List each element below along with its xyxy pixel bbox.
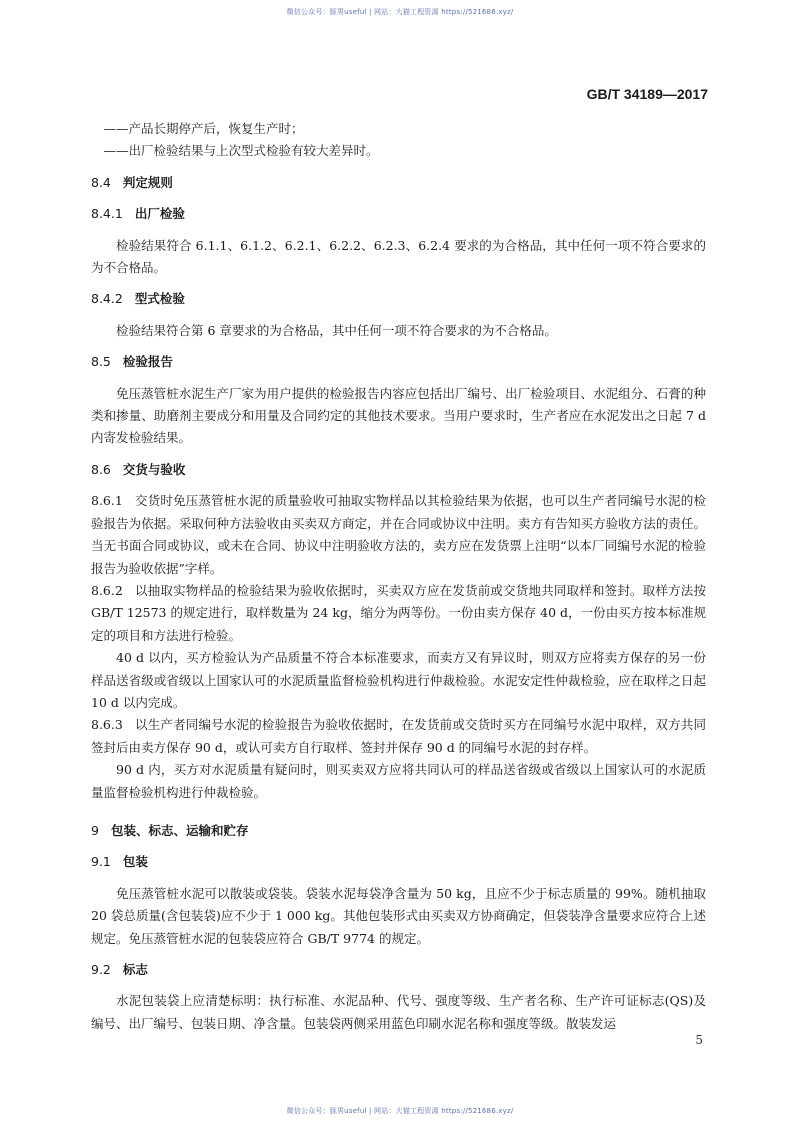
paragraph-9-1: 免压蒸管桩水泥可以散装或袋装。袋装水泥每袋净含量为 50 kg，且应不少于标志质量的 99%。随机抽取 20 袋总质量(含包装袋)应不少于 1 000 kg。其他包装形式由买卖双方协商确定，但袋装净含量要求应符合上述规定。免压蒸管桩水泥的包装袋应符合 GB/T 9774 的规定。 [91, 885, 706, 946]
section-heading-8-5 [91, 351, 706, 373]
clause-text: 以生产者同编号水泥的检验报告为验收依据时，在发货前或交货时买方在同编号水泥中取样，双方共同签封后由卖方保存 90 d，或认可卖方自行取样、签封并保存 90 d 的同编号水泥的封存样。 [91, 717, 706, 755]
section-heading-9-2 [91, 959, 706, 981]
clause-number: 8.6.3 [91, 717, 123, 733]
section-number: 8.4.2 [91, 291, 123, 307]
paragraph-9-2: 水泥包装袋上应清楚标明：执行标准、水泥品种、代号、强度等级、生产者名称、生产许可证标志(QS)及编号、出厂编号、包装日期、净含量。包装袋两侧采用蓝色印刷水泥名称和强度等级。散装发运 [91, 993, 706, 1031]
section-number: 8.4 [91, 174, 111, 190]
section-title: 交货与验收 [122, 461, 186, 477]
clause-number: 8.6.2 [91, 582, 123, 598]
section-heading-8-4-1 [91, 203, 706, 225]
section-heading-9 [91, 820, 706, 842]
section-heading-8-4 [91, 172, 706, 194]
section-number: 8.6 [91, 461, 111, 477]
clause-8-6-1 [91, 490, 706, 580]
section-title: 型式检验 [134, 291, 185, 307]
paragraph-8-6-3-continued: 90 d 内，买方对水泥质量有疑问时，则买卖双方应将共同认可的样品送省级或省级以上国家认可的水泥质量监督检验机构进行仲裁检验。 [91, 762, 706, 800]
dash-item-2: ——出厂检验结果与上次型式检验有较大差异时。 [103, 143, 379, 159]
standard-code: GB/T 34189—2017 [586, 86, 708, 102]
section-title: 包装、标志、运输和贮存 [110, 822, 249, 838]
section-title: 判定规则 [122, 174, 173, 190]
page-number: 5 [695, 1033, 703, 1047]
top-watermark: 微信公众号：豚男useful | 网站：大猫工程资源 https://521686.xyz/ [286, 8, 514, 16]
clause-number: 8.6.1 [91, 493, 123, 509]
section-title: 出厂检验 [134, 206, 185, 222]
clause-8-6-2 [91, 580, 706, 647]
section-number: 9.1 [91, 854, 111, 870]
paragraph-8-4-2: 检验结果符合第 6 章要求的为合格品，其中任何一项不符合要求的为不合格品。 [116, 322, 557, 338]
section-number: 8.5 [91, 354, 111, 370]
section-heading-9-1 [91, 851, 706, 873]
section-number: 9 [91, 822, 99, 838]
document-body [91, 118, 706, 1035]
clause-text: 交货时免压蒸管桩水泥的质量验收可抽取实物样品以其检验结果为依据，也可以生产者同编号水泥的检验报告为依据。采取何种方法验收由买卖双方商定，并在合同或协议中注明。卖方有告知买方验收方法的责任。当无书面合同或协议，或未在合同、协议中注明验收方法的，卖方应在发货票上注明“以本厂同编号水泥的检验报告为验收依据”字样。 [91, 493, 706, 576]
clause-8-6-3 [91, 714, 706, 759]
section-title: 检验报告 [122, 354, 173, 370]
clause-text: 以抽取实物样品的检验结果为验收依据时，买卖双方应在发货前或交货地共同取样和签封。取样方法按 GB/T 12573 的规定进行，取样数量为 24 kg，缩分为两等份。一份由卖方保存 40 d，一份由买方按本标准规定的项目和方法进行检验。 [91, 582, 706, 643]
bottom-watermark: 微信公众号：豚男useful | 网站：大猫工程资源 https://521686.xyz/ [286, 1107, 514, 1115]
section-heading-8-6 [91, 459, 706, 481]
paragraph-8-4-1: 检验结果符合 6.1.1、6.1.2、6.2.1、6.2.2、6.2.3、6.2.4 要求的为合格品，其中任何一项不符合要求的为不合格品。 [91, 237, 706, 276]
section-title: 标志 [122, 962, 148, 977]
paragraph-8-5: 免压蒸管桩水泥生产厂家为用户提供的检验报告内容应包括出厂编号、出厂检验项目、水泥组分、石膏的种类和掺量、助磨剂主要成分和用量及合同约定的其他技术要求。当用户要求时，生产者应在水泥发出之日起 7 d 内寄发检验结果。 [91, 385, 706, 446]
paragraph-8-6-2-continued: 40 d 以内，买方检验认为产品质量不符合本标准要求，而卖方又有异议时，则双方应将卖方保存的另一份样品送省级或省级以上国家认可的水泥质量监督检验机构进行仲裁检验。水泥安定性仲裁检验，应在取样之日起 10 d 以内完成。 [91, 650, 706, 710]
section-number: 8.4.1 [91, 206, 123, 222]
section-number: 9.2 [91, 962, 111, 977]
dash-item-1: ——产品长期停产后，恢复生产时； [103, 121, 304, 136]
section-heading-8-4-2 [91, 288, 706, 310]
section-title: 包装 [122, 854, 148, 870]
